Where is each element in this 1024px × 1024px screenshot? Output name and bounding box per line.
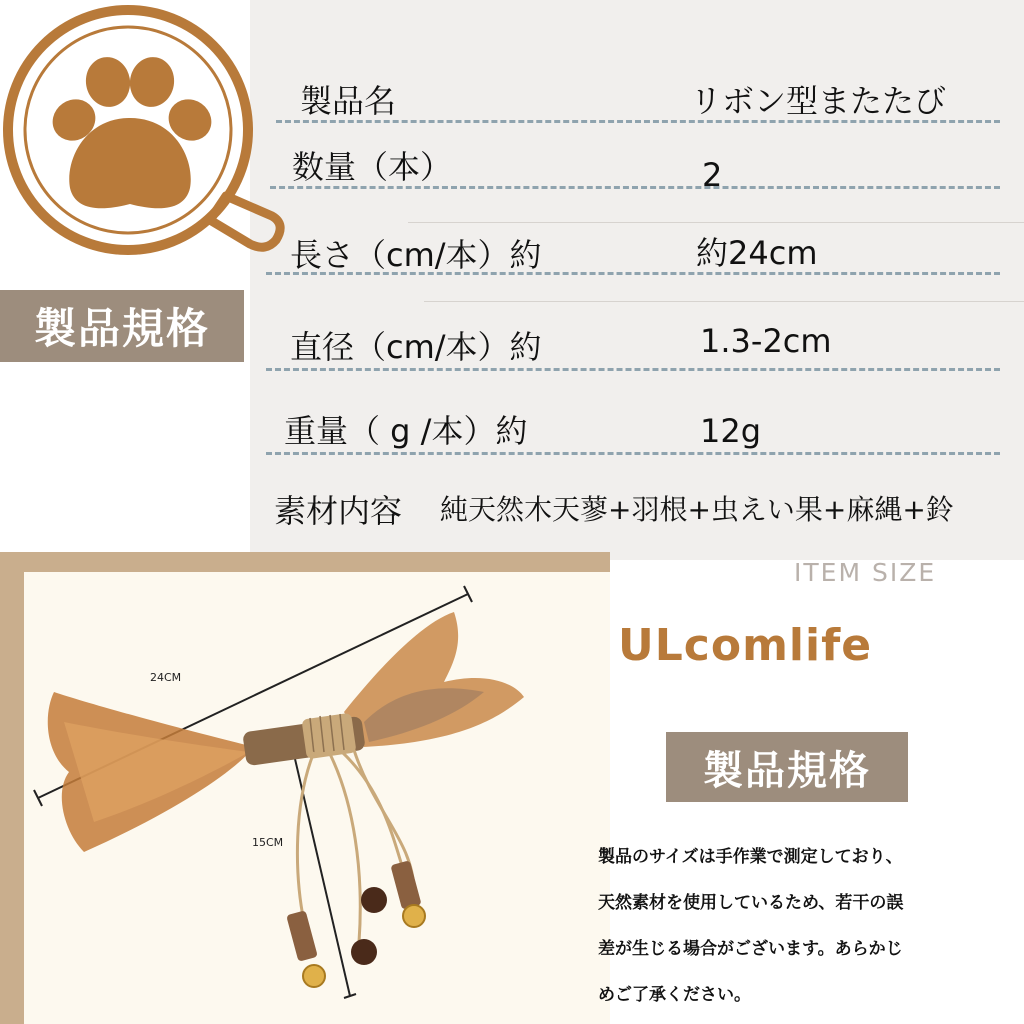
spec-badge: 製品規格: [0, 290, 244, 362]
spec-value-name: リボン型またたび: [690, 82, 947, 120]
note-line: 差が生じる場合がございます。あらかじ: [598, 939, 903, 959]
note-line: 天然素材を使用しているため、若干の誤: [598, 893, 904, 913]
material-value: 純天然木天蓼+羽根+虫えい果+麻縄+鈴: [440, 493, 954, 526]
divider: [266, 452, 1000, 455]
drop-label: 15CM: [252, 836, 284, 849]
spec-value-diameter: 1.3-2cm: [700, 322, 832, 360]
spec-label-length: 長さ（cm/本）約: [290, 236, 542, 274]
spec-label-name: 製品名: [300, 82, 397, 120]
divider: [424, 301, 1024, 302]
length-label: 24CM: [150, 671, 182, 684]
item-size-label: ITEM SIZE: [794, 558, 937, 587]
product-illustration: [24, 572, 610, 1024]
brand-logo: ULcomlife: [618, 620, 873, 671]
note-line: めご了承ください。: [598, 985, 751, 1005]
spec-label-weight: 重量（ g /本）約: [284, 412, 528, 450]
note-line: 製品のサイズは手作業で測定しており、: [598, 847, 903, 867]
spec-value-weight: 12g: [700, 412, 762, 450]
divider: [266, 272, 1000, 275]
spec-label-diameter: 直径（cm/本）約: [290, 328, 542, 366]
divider: [408, 222, 1024, 223]
spec-badge-2: 製品規格: [666, 732, 908, 802]
divider: [276, 120, 1000, 123]
divider: [266, 368, 1000, 371]
divider: [270, 186, 1000, 189]
spec-value-quantity: 2: [702, 156, 723, 194]
spec-value-length: 約24cm: [696, 234, 818, 272]
material-label: 素材内容: [274, 492, 403, 530]
spec-label-quantity: 数量（本）: [292, 148, 453, 186]
magnifier-icon: [0, 0, 300, 290]
